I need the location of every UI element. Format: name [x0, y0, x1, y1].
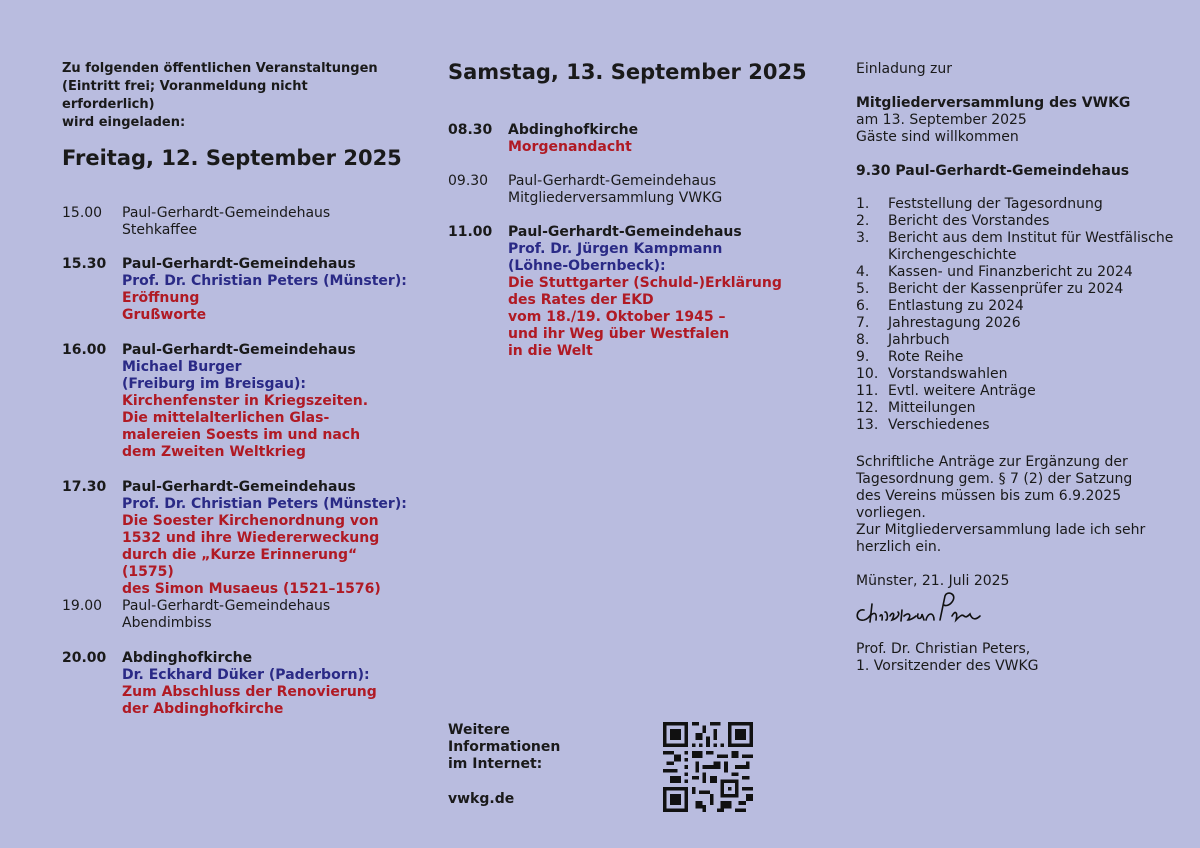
event-time: 08.30 — [448, 122, 493, 138]
event-talk: vom 18./19. Oktober 1945 – — [508, 309, 726, 325]
agenda-number: 10. — [856, 366, 879, 382]
meeting-time-place: 9.30 Paul-Gerhardt-Gemeindehaus — [856, 163, 1130, 179]
meeting-invite: Einladung zur — [856, 61, 953, 77]
web-line-1: Weitere — [448, 722, 510, 738]
saturday-title: Samstag, 13. September 2025 — [448, 60, 807, 84]
event-talk: Eröffnung — [122, 290, 200, 306]
event-talk: Die Stuttgarter (Schuld-)Erklärung — [508, 275, 782, 291]
signer-name: Prof. Dr. Christian Peters, — [856, 641, 1031, 657]
event-time: 09.30 — [448, 173, 489, 189]
agenda-text: Jahrbuch — [888, 332, 950, 348]
event-talk: Zum Abschluss der Renovierung — [122, 684, 377, 700]
agenda-item — [856, 281, 1176, 298]
agenda-number: 13. — [856, 417, 879, 433]
agenda-item — [856, 315, 1176, 332]
agenda-text: Bericht aus dem Institut für Westfälische Kirchengeschichte — [888, 230, 1174, 263]
agenda-number: 7. — [856, 315, 870, 331]
web-info — [448, 722, 598, 808]
event-speaker: Michael Burger — [122, 359, 242, 375]
agenda-item — [856, 366, 1176, 383]
agenda-item — [856, 298, 1176, 315]
event-talk: in die Welt — [508, 343, 593, 359]
agenda-number: 5. — [856, 281, 870, 297]
event-time: 20.00 — [62, 650, 107, 666]
meeting-title: Mitgliederversammlung des VWKG — [856, 95, 1131, 111]
agenda-number: 12. — [856, 400, 879, 416]
event-sub: Mitgliederversammlung VWKG — [508, 190, 723, 206]
event-talk: malereien Soests im und nach — [122, 427, 361, 443]
event-talk: der Abdinghofkirche — [122, 701, 284, 717]
agenda-item — [856, 400, 1176, 417]
agenda-item — [856, 383, 1176, 400]
event-talk: Morgenandacht — [508, 139, 632, 155]
signer-role: 1. Vorsitzender des VWKG — [856, 658, 1039, 674]
intro-line-1: Zu folgenden öffentlichen Veranstaltungen — [62, 61, 378, 76]
event-speaker: (Freiburg im Breisgau): — [122, 376, 306, 392]
intro-line-3: wird eingeladen: — [62, 115, 186, 130]
web-line-3: im Internet: — [448, 756, 543, 772]
event-talk: Grußworte — [122, 307, 207, 323]
meeting-guests: Gäste sind willkommen — [856, 129, 1019, 145]
web-url[interactable]: vwkg.de — [448, 791, 515, 807]
event-place: Abdinghofkirche — [122, 650, 253, 666]
meeting-place-date: Münster, 21. Juli 2025 — [856, 573, 1010, 589]
agenda-text: Bericht der Kassenprüfer zu 2024 — [888, 281, 1124, 297]
agenda-number: 1. — [856, 196, 870, 212]
agenda-number: 2. — [856, 213, 870, 229]
event-speaker: Prof. Dr. Jürgen Kampmann — [508, 241, 723, 257]
event-sub: Stehkaffee — [122, 222, 198, 238]
event-talk: des Simon Musaeus (1521–1576) — [122, 581, 381, 597]
event-place: Paul-Gerhardt-Gemeindehaus — [122, 479, 356, 495]
event-speaker: (Löhne-Obernbeck): — [508, 258, 666, 274]
event-time: 15.30 — [62, 256, 107, 272]
event-talk: und ihr Weg über Westfalen — [508, 326, 730, 342]
agenda-text: Rote Reihe — [888, 349, 964, 365]
event-speaker: Prof. Dr. Christian Peters (Münster): — [122, 496, 407, 512]
intro-text — [62, 60, 382, 132]
signature-image — [852, 590, 992, 632]
event-place: Paul-Gerhardt-Gemeindehaus — [508, 173, 717, 189]
agenda-item — [856, 230, 1176, 264]
agenda-text: Feststellung der Tagesordnung — [888, 196, 1103, 212]
agenda-item — [856, 196, 1176, 213]
agenda-text: Verschiedenes — [888, 417, 990, 433]
agenda-item — [856, 349, 1176, 366]
agenda-text: Vorstandswahlen — [888, 366, 1008, 382]
event-place: Paul-Gerhardt-Gemeindehaus — [508, 224, 742, 240]
agenda-text: Evtl. weitere Anträge — [888, 383, 1036, 399]
meeting-closing: Zur Mitgliederversammlung lade ich sehr herzlich ein. — [856, 522, 1146, 555]
event-place: Paul-Gerhardt-Gemeindehaus — [122, 598, 331, 614]
friday-title: Freitag, 12. September 2025 — [62, 146, 402, 170]
agenda-text: Bericht des Vorstandes — [888, 213, 1050, 229]
agenda-number: 9. — [856, 349, 870, 365]
event-time: 15.00 — [62, 205, 103, 221]
event-time: 19.00 — [62, 598, 103, 614]
event-place: Abdinghofkirche — [508, 122, 639, 138]
meeting-date: am 13. September 2025 — [856, 112, 1027, 128]
event-time: 11.00 — [448, 224, 493, 240]
event-talk: des Rates der EKD — [508, 292, 654, 308]
event-speaker: Dr. Eckhard Düker (Paderborn): — [122, 667, 370, 683]
event-place: Paul-Gerhardt-Gemeindehaus — [122, 205, 331, 221]
qr-code-icon[interactable] — [663, 722, 753, 812]
agenda-number: 3. — [856, 230, 870, 246]
agenda-item — [856, 264, 1176, 281]
event-place: Paul-Gerhardt-Gemeindehaus — [122, 342, 356, 358]
agenda-number: 6. — [856, 298, 870, 314]
event-time: 17.30 — [62, 479, 107, 495]
agenda-text: Entlastung zu 2024 — [888, 298, 1024, 314]
agenda-text: Kassen- und Finanzbericht zu 2024 — [888, 264, 1133, 280]
event-sub: Abendimbiss — [122, 615, 212, 631]
agenda-item — [856, 332, 1176, 349]
event-talk: durch die „Kurze Erinnerung“ (1575) — [122, 547, 358, 580]
event-talk: dem Zweiten Weltkrieg — [122, 444, 306, 460]
meeting-notice: Schriftliche Anträge zur Ergänzung der Tagesordnung gem. § 7 (2) der Satzung des Vereins müssen bis zum 6.9.2025 vorliegen. — [856, 454, 1133, 521]
event-talk: Kirchenfenster in Kriegszeiten. — [122, 393, 369, 409]
event-talk: Die Soester Kirchenordnung von — [122, 513, 379, 529]
event-time: 16.00 — [62, 342, 107, 358]
event-talk: Die mittelalterlichen Glas- — [122, 410, 330, 426]
event-speaker: Prof. Dr. Christian Peters (Münster): — [122, 273, 407, 289]
agenda-item — [856, 213, 1176, 230]
agenda-number: 11. — [856, 383, 879, 399]
event-place: Paul-Gerhardt-Gemeindehaus — [122, 256, 356, 272]
intro-line-2: (Eintritt frei; Voranmeldung nicht erforderlich) — [62, 79, 308, 112]
agenda-item — [856, 417, 1176, 434]
agenda-text: Mitteilungen — [888, 400, 976, 416]
agenda-number: 8. — [856, 332, 870, 348]
agenda-list — [856, 196, 1176, 434]
event-talk: 1532 und ihre Wiedererweckung — [122, 530, 380, 546]
web-line-2: Informationen — [448, 739, 561, 755]
agenda-number: 4. — [856, 264, 870, 280]
agenda-text: Jahrestagung 2026 — [888, 315, 1021, 331]
